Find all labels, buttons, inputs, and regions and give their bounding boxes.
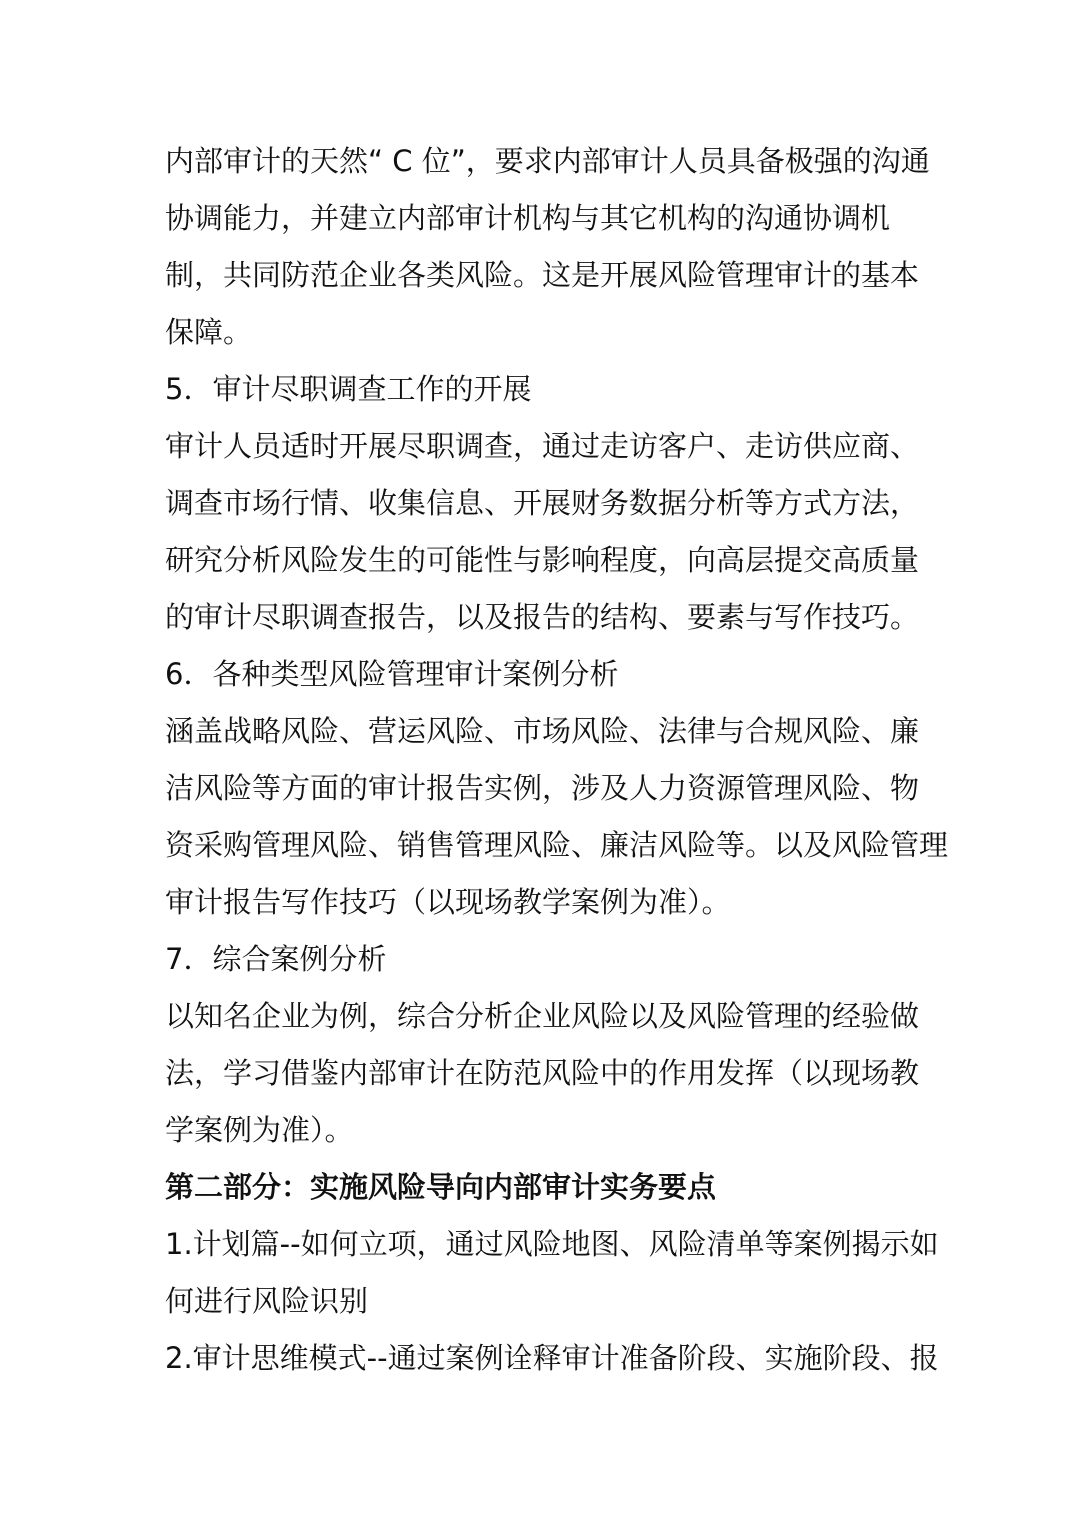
paragraph-line: 审计人员适时开展尽职调查，通过走访客户、走访供应商、: [165, 429, 920, 463]
paragraph-line: 洁风险等方面的审计报告实例，涉及人力资源管理风险、物: [165, 771, 920, 805]
section-heading-6: 6．各种类型风险管理审计案例分析: [165, 657, 619, 691]
paragraph-line: 制，共同防范企业各类风险。这是开展风险管理审计的基本: [165, 258, 920, 292]
paragraph-line: 协调能力，并建立内部审计机构与其它机构的沟通协调机: [165, 201, 891, 235]
paragraph-line: 保障。: [165, 315, 253, 349]
paragraph-line: 以知名企业为例，综合分析企业风险以及风险管理的经验做: [165, 999, 920, 1033]
paragraph-line: 的审计尽职调查报告，以及报告的结构、要素与写作技巧。: [165, 600, 920, 634]
paragraph-line: 内部审计的天然“ C 位”，要求内部审计人员具备极强的沟通: [165, 144, 930, 178]
section-heading-7: 7．综合案例分析: [165, 942, 387, 976]
section-heading-5: 5．审计尽职调查工作的开展: [165, 372, 532, 406]
paragraph-line: 调查市场行情、收集信息、开展财务数据分析等方式方法，: [165, 486, 920, 520]
part-heading: 第二部分：实施风险导向内部审计实务要点: [165, 1170, 717, 1204]
paragraph-line: 涵盖战略风险、营运风险、市场风险、法律与合规风险、廉: [165, 714, 920, 748]
paragraph-line: 法，学习借鉴内部审计在防范风险中的作用发挥（以现场教: [165, 1056, 920, 1090]
paragraph-line: 审计报告写作技巧（以现场教学案例为准）。: [165, 885, 731, 919]
paragraph-line: 研究分析风险发生的可能性与影响程度，向高层提交高质量: [165, 543, 920, 577]
list-item-1-continued: 何进行风险识别: [165, 1284, 369, 1318]
list-item-2: 2.审计思维模式--通过案例诠释审计准备阶段、实施阶段、报: [165, 1341, 939, 1375]
paragraph-line: 资采购管理风险、销售管理风险、廉洁风险等。以及风险管理: [165, 828, 949, 862]
list-item-1: 1.计划篇--如何立项，通过风险地图、风险清单等案例揭示如: [165, 1227, 939, 1261]
paragraph-line: 学案例为准）。: [165, 1113, 354, 1147]
